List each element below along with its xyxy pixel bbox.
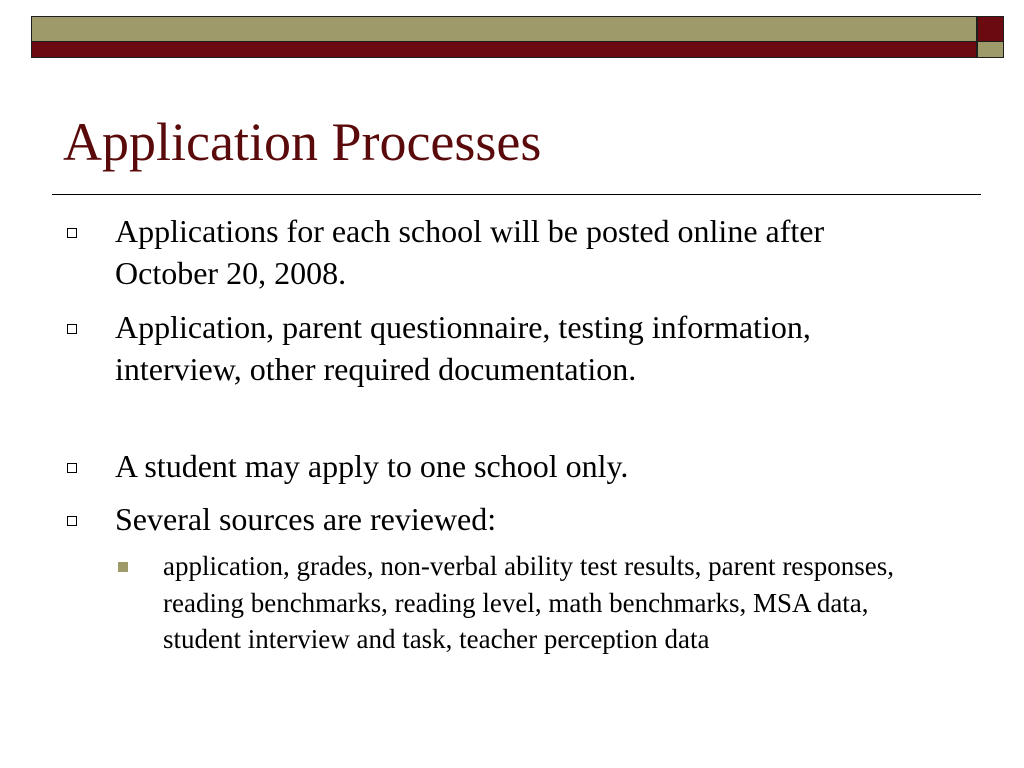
bullet-text: Applications for each school will be posted online after October 20, 2008. xyxy=(115,213,825,291)
hollow-square-bullet-icon xyxy=(67,463,77,473)
bullet-text: A student may apply to one school only. xyxy=(115,448,629,484)
hollow-square-bullet-icon xyxy=(67,228,77,238)
hollow-square-bullet-icon xyxy=(67,516,77,526)
sub-bullet-text: application, grades, non-verbal ability test results, parent responses, reading benchmarks, reading level, math benchmarks, MSA data, student interview and task, teacher perception data xyxy=(163,551,895,654)
bullet-text: Several sources are reviewed: xyxy=(115,501,497,537)
slide-title: Application Processes xyxy=(63,112,542,172)
hollow-square-bullet-icon xyxy=(67,324,77,334)
filled-square-bullet-icon xyxy=(118,562,128,572)
bullet-text: Application, parent questionnaire, testing information, interview, other required documentation. xyxy=(115,309,811,387)
